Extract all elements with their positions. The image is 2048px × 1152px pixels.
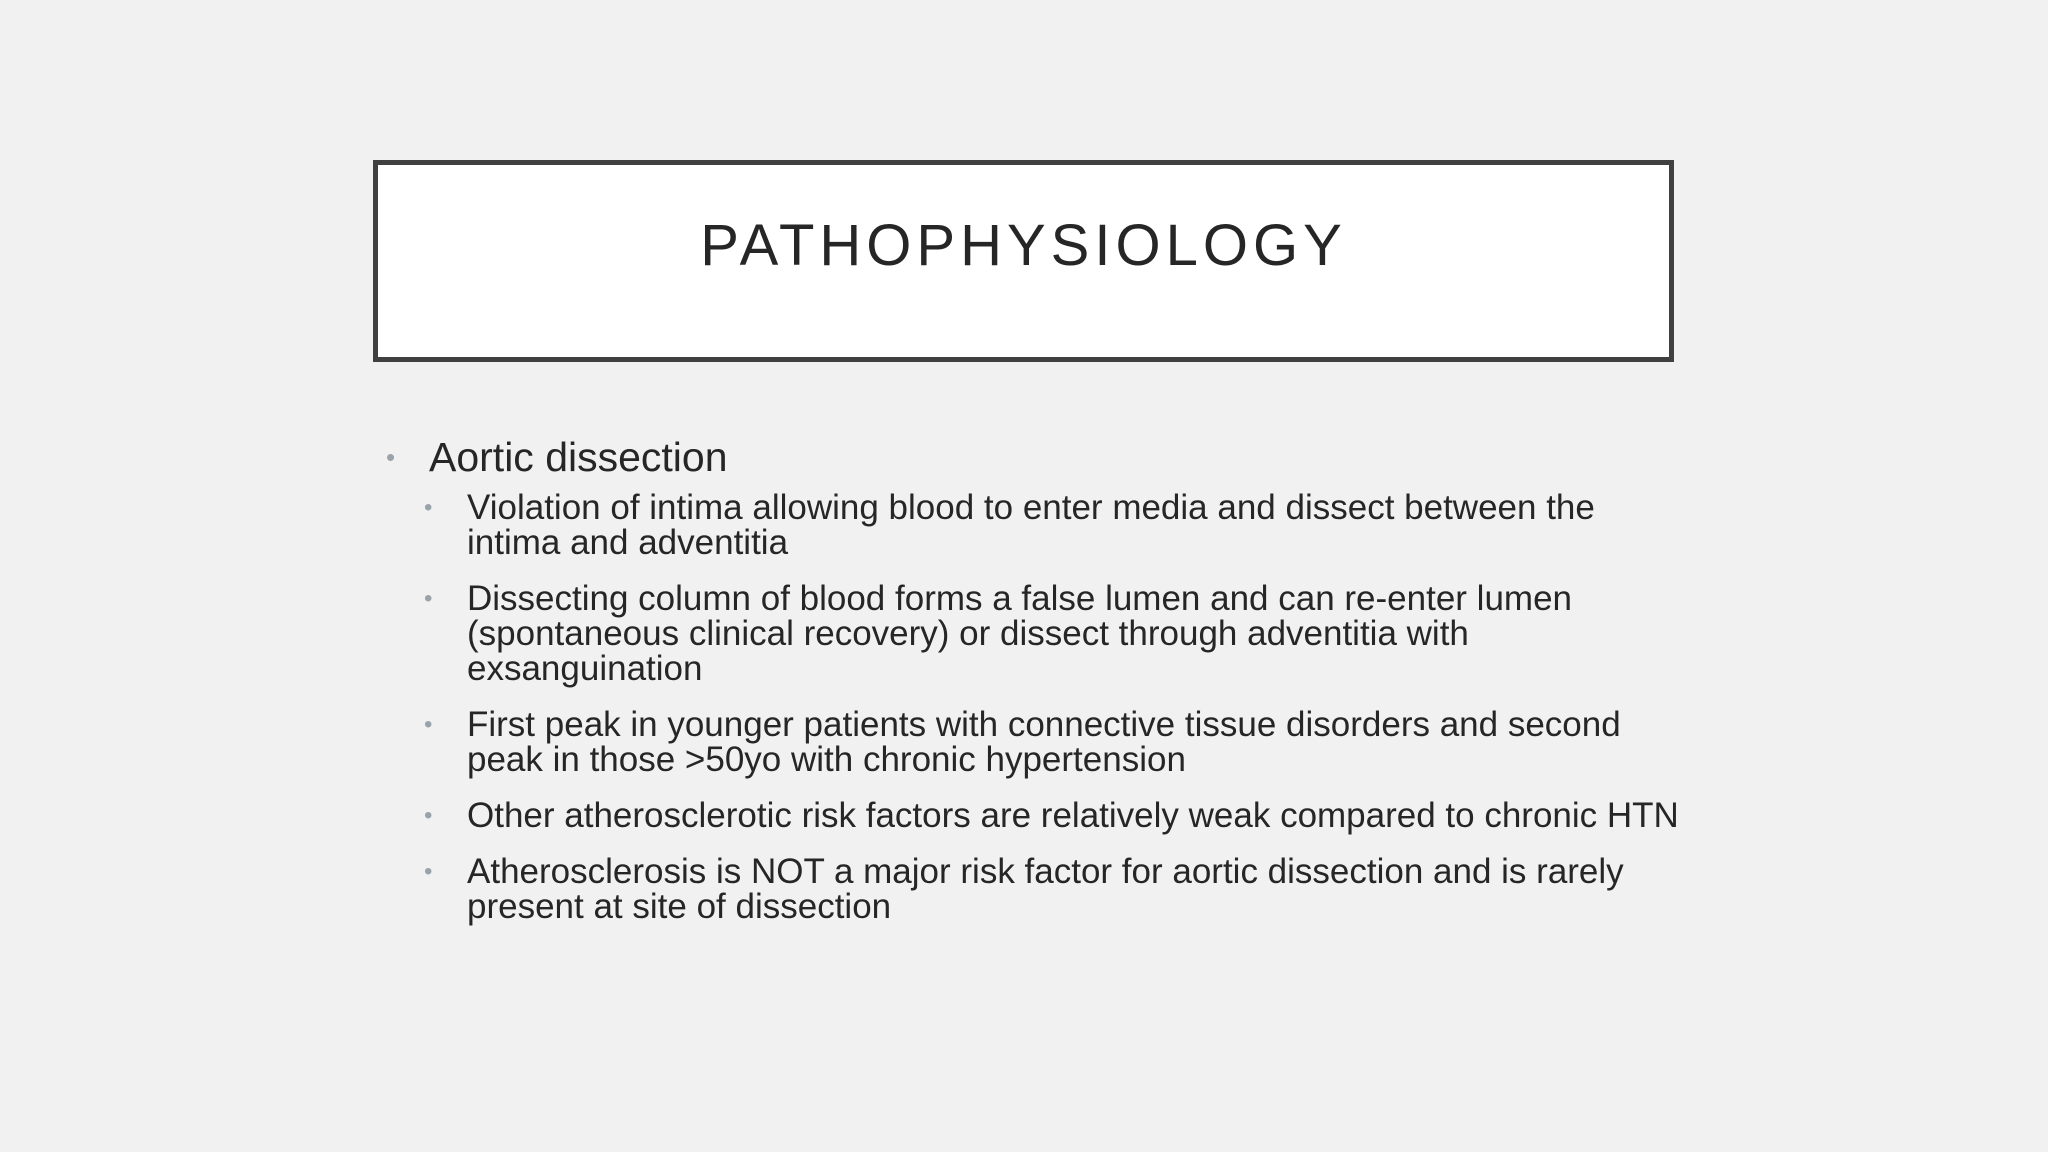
sub-bullet-text: Other atherosclerotic risk factors are relatively weak compared to chronic HTN bbox=[467, 796, 1679, 835]
slide-title: PATHOPHYSIOLOGY bbox=[700, 213, 1347, 278]
bullet-icon: • bbox=[424, 585, 433, 612]
slide-content bbox=[386, 432, 1686, 945]
main-bullet-item bbox=[386, 432, 1686, 482]
bullet-icon: • bbox=[424, 711, 433, 738]
sub-bullet-item bbox=[424, 798, 1686, 833]
bullet-icon: • bbox=[424, 802, 433, 829]
sub-bullet-item bbox=[424, 707, 1686, 777]
sub-bullet-item bbox=[424, 581, 1686, 686]
bullet-icon: • bbox=[386, 442, 396, 472]
sub-bullet-text: First peak in younger patients with connective tissue disorders and second peak in those >50yo with chronic hypertension bbox=[467, 705, 1621, 779]
bullet-icon: • bbox=[424, 858, 433, 885]
sub-bullet-text: Atherosclerosis is NOT a major risk factor for aortic dissection and is rarely present at site of dissection bbox=[467, 852, 1624, 926]
sub-bullet-list bbox=[386, 490, 1686, 924]
bullet-icon: • bbox=[424, 494, 433, 521]
main-bullet-text: Aortic dissection bbox=[429, 434, 728, 480]
title-box bbox=[373, 160, 1674, 362]
sub-bullet-item bbox=[424, 490, 1686, 560]
sub-bullet-text: Dissecting column of blood forms a false lumen and can re-enter lumen (spontaneous clinical recovery) or dissect through adventitia with exsanguination bbox=[467, 579, 1572, 688]
sub-bullet-item bbox=[424, 854, 1686, 924]
sub-bullet-text: Violation of intima allowing blood to enter media and dissect between the intima and adventitia bbox=[467, 488, 1595, 562]
